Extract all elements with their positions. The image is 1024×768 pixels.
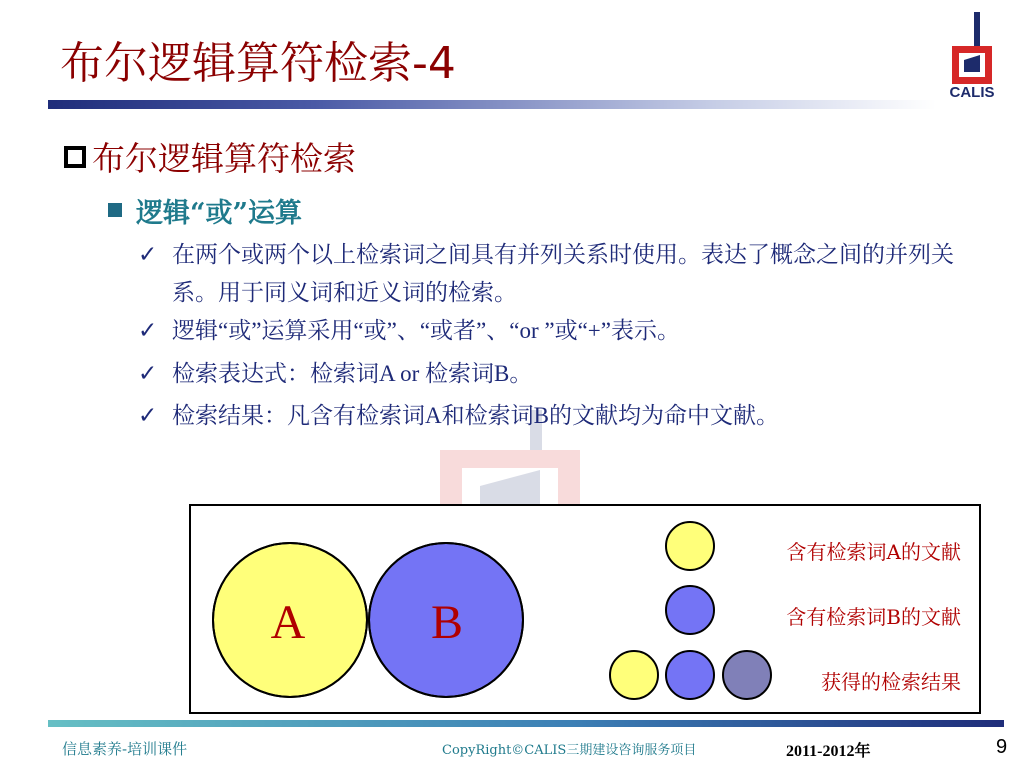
legend-label-result: 获得的检索结果 <box>821 670 961 694</box>
circle-b-label: B <box>430 596 464 649</box>
checkmark-icon: ✓ <box>138 318 158 344</box>
footer-divider <box>48 720 1004 727</box>
footer-course-title: 信息素养-培训课件 <box>62 740 188 758</box>
legend-label-a: 含有检索词A的文献 <box>786 540 961 564</box>
legend-swatch-a <box>666 522 714 570</box>
venn-diagram-box <box>189 504 981 714</box>
bullet-level2 <box>108 190 302 230</box>
legend-swatch-result-a <box>610 651 658 699</box>
list-item-text: 检索表达式：检索词A or 检索词B。 <box>172 361 533 386</box>
bullet-level2-text: 逻辑“或”运算 <box>136 197 303 229</box>
checkmark-icon: ✓ <box>138 242 158 268</box>
list-item-text: 检索结果：凡含有检索词A和检索词B的文献均为命中文献。 <box>172 403 779 428</box>
title-divider <box>48 100 936 109</box>
filled-square-bullet-icon <box>108 203 122 217</box>
slide-title: 布尔逻辑算符检索-4 <box>60 38 456 89</box>
checkmark-icon: ✓ <box>138 361 158 387</box>
logo-text: CALIS <box>949 84 995 101</box>
footer-copyright: CopyRight©CALIS三期建设咨询服务项目 <box>442 743 697 758</box>
legend-swatch-result-overlap <box>723 651 771 699</box>
bullet-level1 <box>64 136 356 176</box>
hollow-square-bullet-icon <box>64 146 86 168</box>
checkmark-icon: ✓ <box>138 403 158 429</box>
legend-swatch-result-b <box>666 651 714 699</box>
circle-a-label: A <box>270 596 306 649</box>
bullet-level1-text: 布尔逻辑算符检索 <box>92 138 356 178</box>
list-item-text: 逻辑“或”运算采用“或”、“或者”、“or ”或“+”表示。 <box>172 318 680 343</box>
legend-label-b: 含有检索词B的文献 <box>786 605 961 629</box>
list-item <box>138 397 978 435</box>
page-number: 9 <box>996 736 1008 758</box>
list-item <box>138 236 978 312</box>
list-item <box>138 312 978 350</box>
footer-year: 2011-2012年 <box>786 743 871 760</box>
legend-swatch-b <box>666 586 714 634</box>
list-item-text: 在两个或两个以上检索词之间具有并列关系时使用。表达了概念之间的并列关系。用于同义词和近义词的检索。 <box>172 242 954 305</box>
list-item <box>138 355 978 393</box>
